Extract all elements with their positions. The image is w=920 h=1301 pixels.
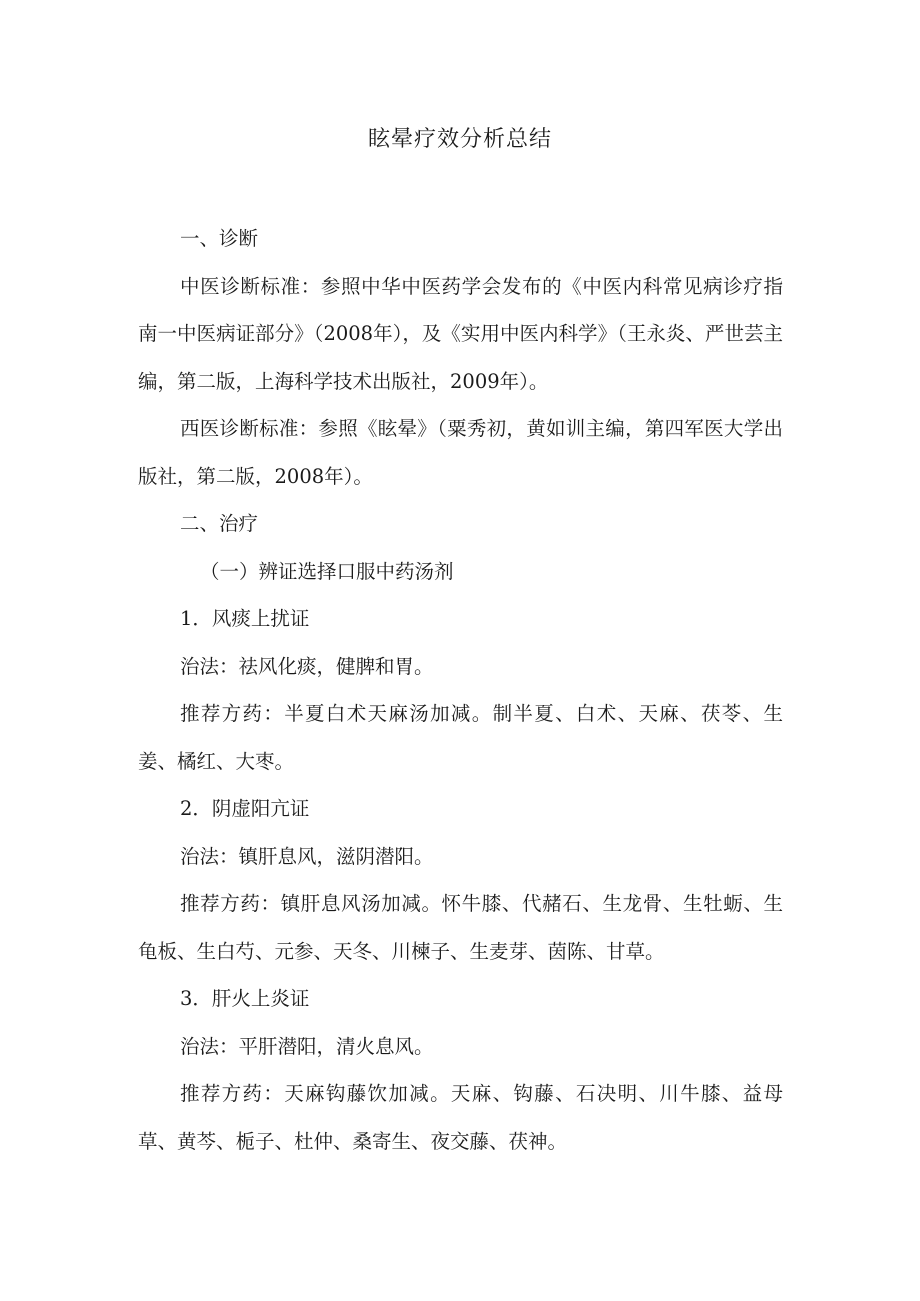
paragraph-tcm-diagnosis-standard: 中医诊断标准：参照中华中医药学会发布的《中医内科常见病诊疗指南一中医病证部分》（2008年），及《实用中医内科学》（王永炎、严世芸主编，第二版，上海科学技术出版社，2009年）。 (138, 274, 783, 393)
section-heading-treatment: 二、治疗 (180, 512, 259, 535)
syndrome-heading-3: 3．肝火上炎证 (180, 987, 310, 1010)
document-title: 眩晕疗效分析总结 (367, 127, 552, 152)
section-heading-diagnosis: 一、诊断 (180, 227, 259, 250)
recommended-prescription-3: 推荐方药：天麻钩藤饮加减。天麻、钩藤、石决明、川牛膝、益母草、黄芩、栀子、杜仲、桑寄生、夜交藤、茯神。 (138, 1082, 783, 1153)
paragraph-western-diagnosis-standard: 西医诊断标准：参照《眩晕》（粟秀初，黄如训主编，第四军医大学出版社，第二版，2008年）。 (138, 417, 783, 488)
treatment-method-1: 治法：祛风化痰，健脾和胃。 (180, 654, 434, 678)
treatment-method-2: 治法：镇肝息风，滋阴潜阳。 (180, 844, 434, 868)
recommended-prescription-1: 推荐方药：半夏白术天麻汤加减。制半夏、白术、天麻、茯苓、生姜、橘红、大枣。 (138, 702, 783, 773)
document-body (138, 215, 783, 1165)
syndrome-heading-2: 2．阴虚阳亢证 (180, 797, 310, 820)
treatment-method-3: 治法：平肝潜阳，清火息风。 (180, 1034, 434, 1058)
recommended-prescription-2: 推荐方药：镇肝息风汤加减。怀牛膝、代赭石、生龙骨、生牡蛎、生龟板、生白芍、元参、天冬、川楝子、生麦芽、茵陈、甘草。 (138, 892, 783, 963)
syndrome-heading-1: 1．风痰上扰证 (180, 607, 310, 630)
subsection-heading-oral-decoction: （一）辨证选择口服中药汤剂 (200, 559, 454, 583)
